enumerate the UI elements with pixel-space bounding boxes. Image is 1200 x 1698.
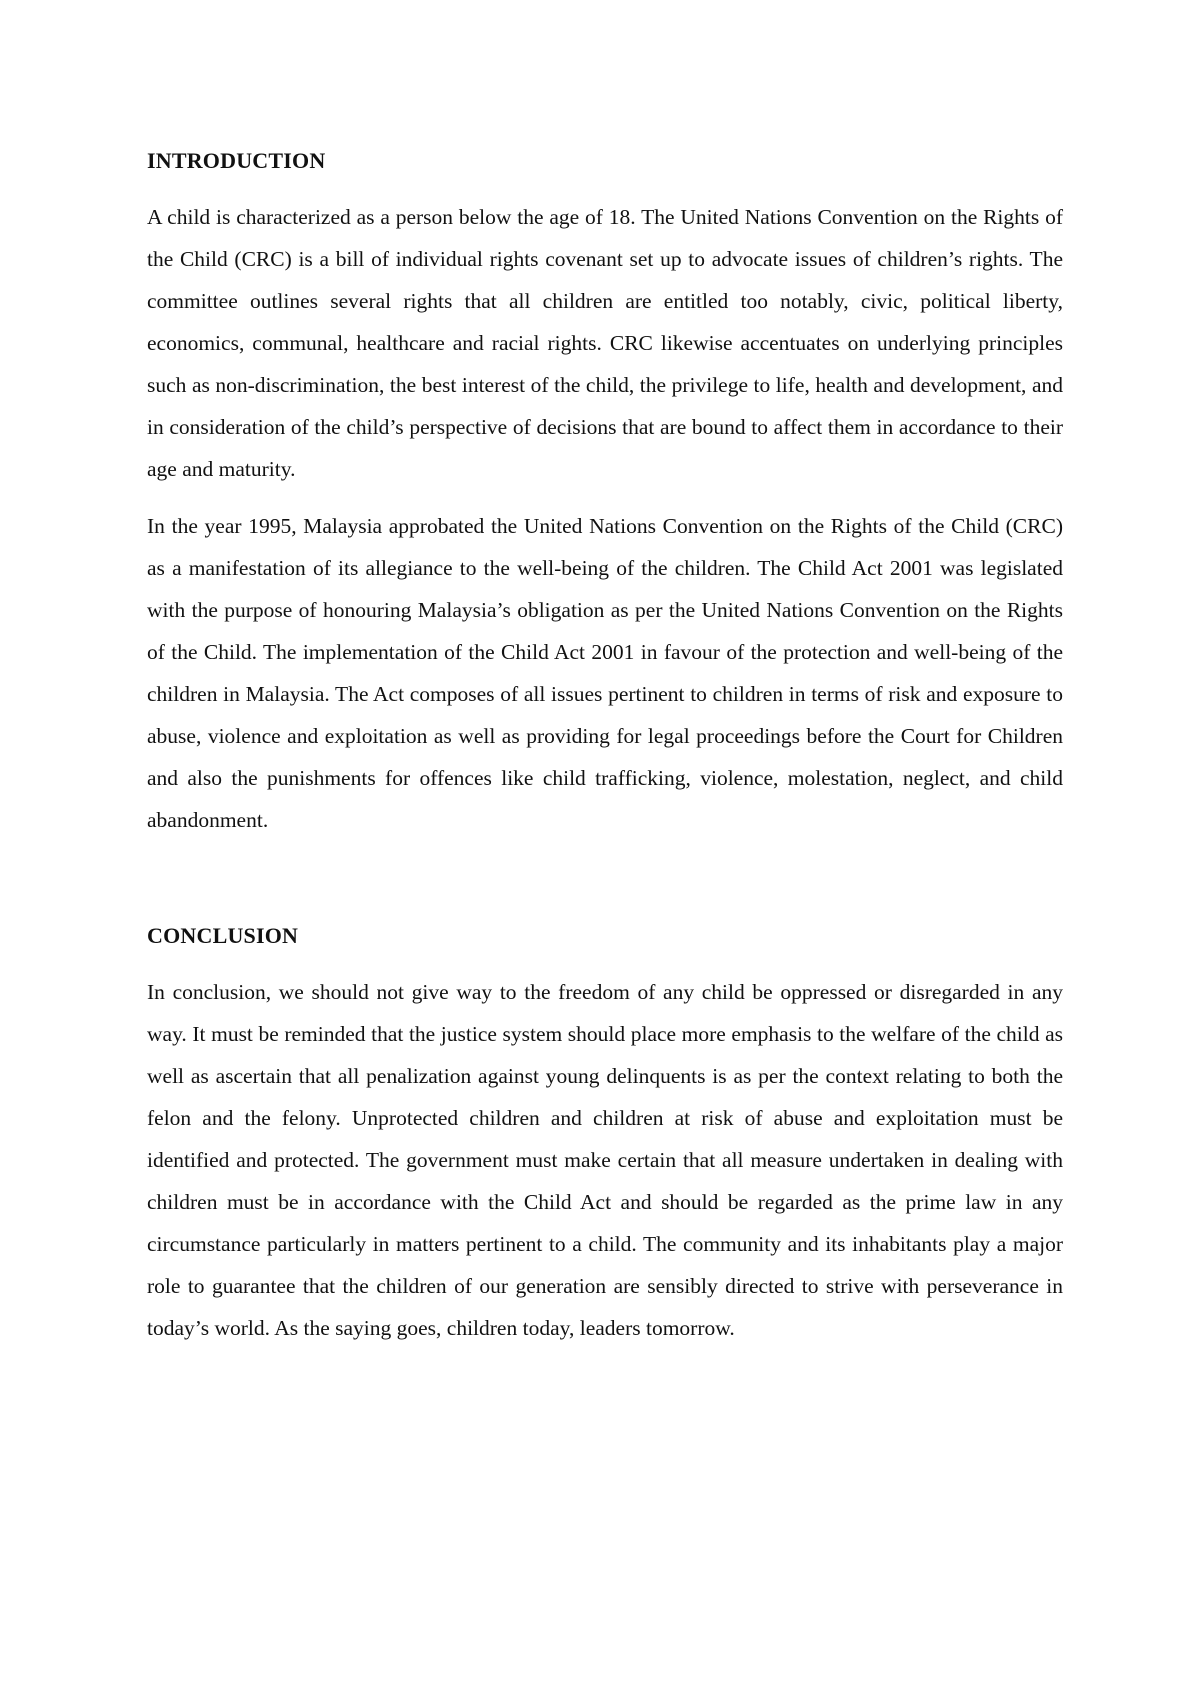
introduction-section [147,140,1063,841]
document-body [147,140,1063,1349]
conclusion-paragraph: In conclusion, we should not give way to the freedom of any child be oppressed or disregarded in any way. It must be reminded that the justice system should place more emphasis to the welfare of the child as well as ascertain that all penalization against young delinquents is as per the context relating to both the felon and the felony. Unprotected children and children at risk of abuse and exploitation must be identified and protected. The government must make certain that all measure undertaken in dealing with children must be in accordance with the Child Act and should be regarded as the prime law in any circumstance particularly in matters pertinent to a child. The community and its inhabitants play a major role to guarantee that the children of our generation are sensibly directed to strive with perseverance in today’s world. As the saying goes, children today, leaders tomorrow. [147,980,1063,1340]
introduction-paragraph-1: A child is characterized as a person below the age of 18. The United Nations Convention on the Rights of the Child (CRC) is a bill of individual rights covenant set up to advocate issues of children’s rights. The committee outlines several rights that all children are entitled too notably, civic, political liberty, economics, communal, healthcare and racial rights. CRC likewise accentuates on underlying principles such as non-discrimination, the best interest of the child, the privilege to life, health and development, and in consideration of the child’s perspective of decisions that are bound to affect them in accordance to their age and maturity. [147,205,1063,481]
introduction-heading: INTRODUCTION [147,148,326,173]
conclusion-heading: CONCLUSION [147,923,299,948]
conclusion-section [147,915,1063,1349]
section-spacer [147,841,1063,915]
introduction-paragraph-2: In the year 1995, Malaysia approbated the United Nations Convention on the Rights of the Child (CRC) as a manifestation of its allegiance to the well-being of the children. The Child Act 2001 was legislated with the purpose of honouring Malaysia’s obligation as per the United Nations Convention on the Rights of the Child. The implementation of the Child Act 2001 in favour of the protection and well-being of the children in Malaysia. The Act composes of all issues pertinent to children in terms of risk and exposure to abuse, violence and exploitation as well as providing for legal proceedings before the Court for Children and also the punishments for offences like child trafficking, violence, molestation, neglect, and child abandonment. [147,514,1063,832]
